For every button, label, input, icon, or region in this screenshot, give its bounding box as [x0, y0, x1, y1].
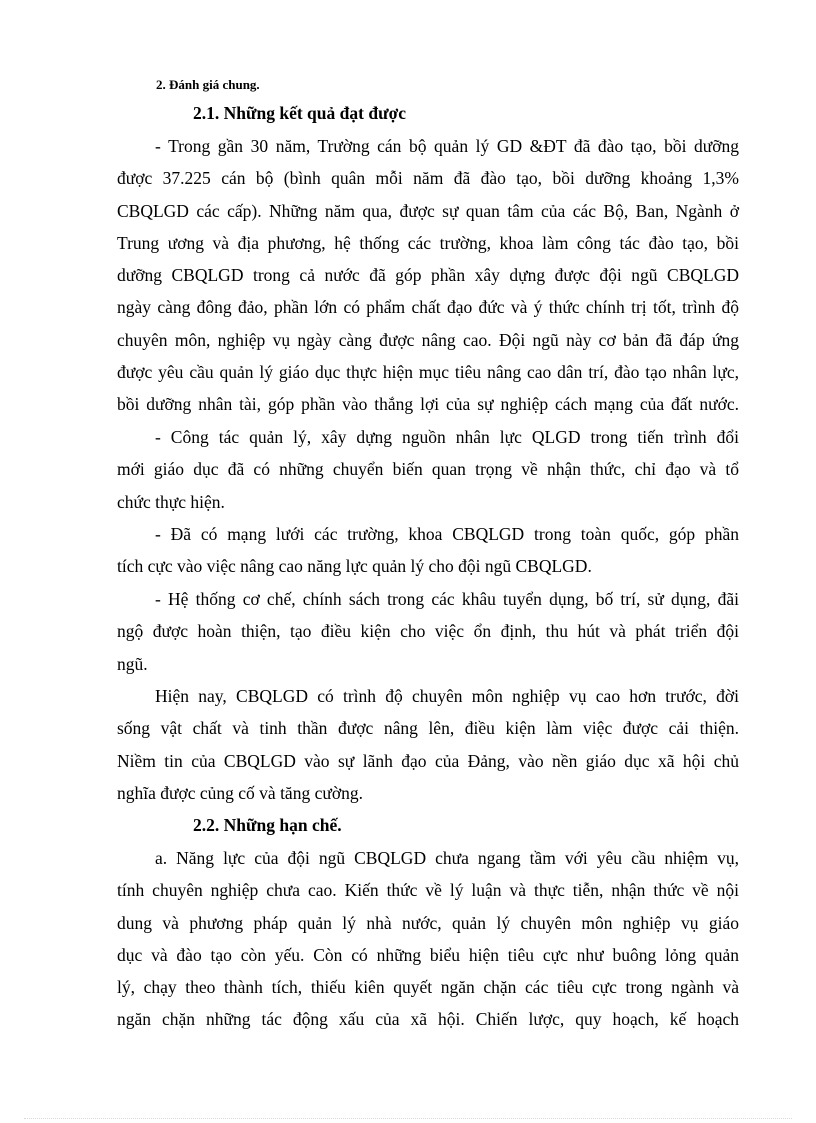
- text-line: tích cực vào việc nâng cao năng lực quản lý cho đội ngũ CBQLGD.: [117, 556, 592, 577]
- text-line: tính chuyên nghiệp chưa cao. Kiến thức về lý luận và thực tiễn, nhận thức về nội: [117, 880, 739, 901]
- text-line: ngộ được hoàn thiện, tạo điều kiện cho việc ổn định, thu hút và phát triển đội: [117, 621, 739, 642]
- text-line: CBQLGD các cấp). Những năm qua, được sự quan tâm của các Bộ, Ban, Ngành ở: [117, 200, 739, 221]
- text-line: - Trong gần 30 năm, Trường cán bộ quản lý GD &ĐT đã đào tạo, bồi dưỡng: [155, 136, 739, 156]
- text-line: sống vật chất và tinh thần được nâng lên, điều kiện làm việc được cải thiện.: [117, 718, 739, 739]
- text-line: dưỡng CBQLGD trong cả nước đã góp phần xây dựng được đội ngũ CBQLGD: [117, 265, 739, 286]
- text-line: - Hệ thống cơ chế, chính sách trong các khâu tuyển dụng, bố trí, sử dụng, đãi: [155, 589, 739, 609]
- text-line: chức thực hiện.: [117, 491, 225, 512]
- paragraph-results-5: [117, 680, 739, 809]
- paragraph-limitations-a: [117, 842, 739, 1036]
- text-line: - Đã có mạng lưới các trường, khoa CBQLGD trong toàn quốc, góp phần: [155, 524, 739, 544]
- text-line: Trung ương và địa phương, hệ thống các trường, khoa làm công tác đào tạo, bồi: [117, 232, 739, 253]
- text-line: ngăn chặn những tác động xấu của xã hội. Chiến lược, quy hoạch, kế hoạch: [117, 1009, 739, 1030]
- text-line: a. Năng lực của đội ngũ CBQLGD chưa ngang tầm với yêu cầu nhiệm vụ,: [155, 848, 739, 868]
- heading-results: 2.1. Những kết quả đạt được: [193, 103, 407, 123]
- heading-limitations: 2.2. Những hạn chế.: [193, 815, 342, 835]
- text-line: bồi dưỡng nhân tài, góp phần vào thắng lợi của sự nghiệp cách mạng của đất nước.: [117, 394, 739, 415]
- paragraph-results-4: [117, 583, 739, 680]
- text-line: dung và phương pháp quản lý nhà nước, quản lý chuyên môn nghiệp vụ giáo: [117, 912, 739, 933]
- paragraph-results-3: [117, 518, 739, 583]
- text-line: chuyên môn, nghiệp vụ ngày càng được nâng cao. Đội ngũ này cơ bản đã đáp ứng: [117, 329, 739, 350]
- text-line: Niềm tin của CBQLGD vào sự lãnh đạo của Đảng, vào nền giáo dục xã hội chủ: [117, 750, 739, 771]
- text-line: Hiện nay, CBQLGD có trình độ chuyên môn nghiệp vụ cao hơn trước, đời: [155, 686, 739, 706]
- paragraph-results-1: [117, 130, 739, 421]
- text-line: dục và đào tạo còn yếu. Còn có những biểu hiện tiêu cực như buông lỏng quản: [117, 944, 739, 965]
- page-bottom-divider: [24, 1118, 792, 1119]
- paragraph-results-2: [117, 421, 739, 518]
- text-line: được 37.225 cán bộ (bình quân mỗi năm đã đào tạo, bồi dưỡng khoảng 1,3%: [117, 168, 739, 189]
- text-line: ngũ.: [117, 653, 148, 674]
- text-line: - Công tác quản lý, xây dựng nguồn nhân lực QLGD trong tiến trình đổi: [155, 427, 739, 447]
- text-line: nghĩa được củng cố và tăng cường.: [117, 782, 363, 803]
- text-line: được yêu cầu quản lý giáo dục thực hiện mục tiêu nâng cao dân trí, đào tạo nhân lực,: [117, 362, 739, 383]
- section-label: 2. Đánh giá chung.: [156, 77, 260, 92]
- text-line: ngày càng đông đảo, phần lớn có phẩm chất đạo đức và ý thức chính trị tốt, trình độ: [117, 297, 739, 318]
- text-line: mới giáo dục đã có những chuyển biến quan trọng về nhận thức, chỉ đạo và tổ: [117, 459, 739, 480]
- text-line: lý, chạy theo thành tích, thiếu kiên quyết ngăn chặn các tiêu cực trong ngành và: [117, 977, 739, 998]
